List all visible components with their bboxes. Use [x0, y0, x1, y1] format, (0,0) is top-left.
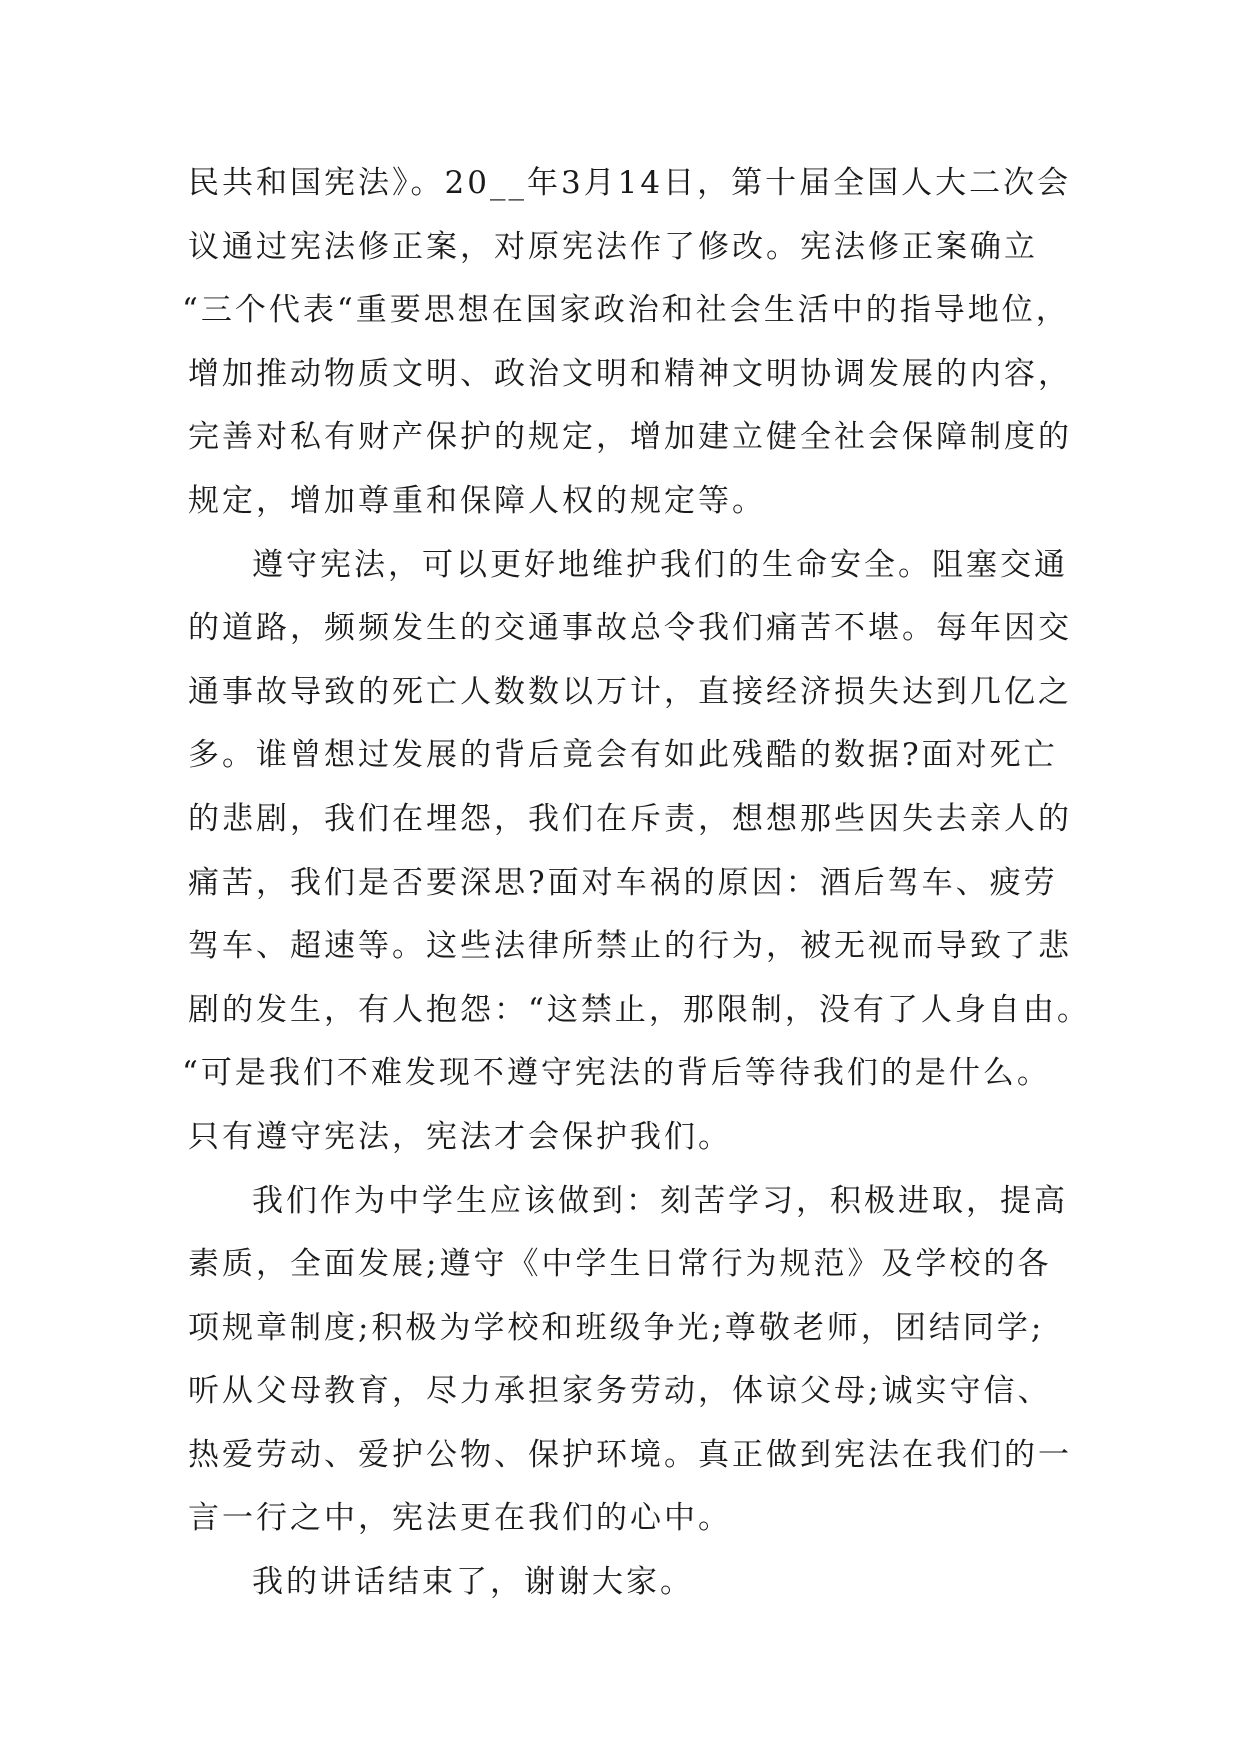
text-line: 议通过宪法修正案，对原宪法作了修改。宪法修正案确立 [188, 228, 1038, 265]
text-line: 剧的发生，有人抱怨：“这禁止，那限制，没有了人身自由。 [188, 991, 1091, 1028]
text-line: 的道路，频频发生的交通事故总令我们痛苦不堪。每年因交 [188, 610, 1072, 647]
paragraph-first-line: 遵守宪法，可以更好地维护我们的生命安全。阻塞交通 [252, 546, 1068, 583]
text-line: 民共和国宪法》。20__年3月14日，第十届全国人大二次会 [188, 165, 1072, 201]
paragraph-first-line: 我的讲话结束了，谢谢大家。 [252, 1564, 694, 1601]
text-line: 热爱劳动、爱护公物、保护环境。真正做到宪法在我们的一 [188, 1436, 1072, 1473]
text-line: 的悲剧，我们在埋怨，我们在斥责，想想那些因失去亲人的 [188, 800, 1072, 837]
paragraph-first-line: 我们作为中学生应该做到：刻苦学习，积极进取，提高 [252, 1182, 1068, 1219]
text-line: 言一行之中，宪法更在我们的心中。 [188, 1500, 732, 1537]
text-line: 只有遵守宪法，宪法才会保护我们。 [188, 1118, 732, 1155]
text-line: 痛苦，我们是否要深思?面对车祸的原因：酒后驾车、疲劳 [188, 864, 1058, 901]
text-line: “三个代表“重要思想在国家政治和社会生活中的指导地位， [182, 292, 1070, 329]
text-line: 规定，增加尊重和保障人权的规定等。 [188, 482, 766, 519]
text-line: 素质，全面发展;遵守《中学生日常行为规范》及学校的各 [188, 1246, 1052, 1283]
text-line: “可是我们不难发现不遵守宪法的背后等待我们的是什么。 [182, 1055, 1051, 1092]
text-line: 项规章制度;积极为学校和班级争光;尊敬老师，团结同学; [188, 1309, 1045, 1346]
text-line: 完善对私有财产保护的规定，增加建立健全社会保障制度的 [188, 419, 1072, 456]
text-line: 通事故导致的死亡人数数以万计，直接经济损失达到几亿之 [188, 673, 1072, 710]
text-line: 增加推动物质文明、政治文明和精神文明协调发展的内容， [188, 355, 1072, 392]
text-line: 驾车、超速等。这些法律所禁止的行为，被无视而导致了悲 [188, 928, 1072, 965]
document-body [182, 163, 1091, 1626]
text-line: 听从父母教育，尽力承担家务劳动，体谅父母;诚实守信、 [188, 1373, 1052, 1410]
text-line: 多。谁曾想过发展的背后竟会有如此残酷的数据?面对死亡 [188, 737, 1058, 774]
